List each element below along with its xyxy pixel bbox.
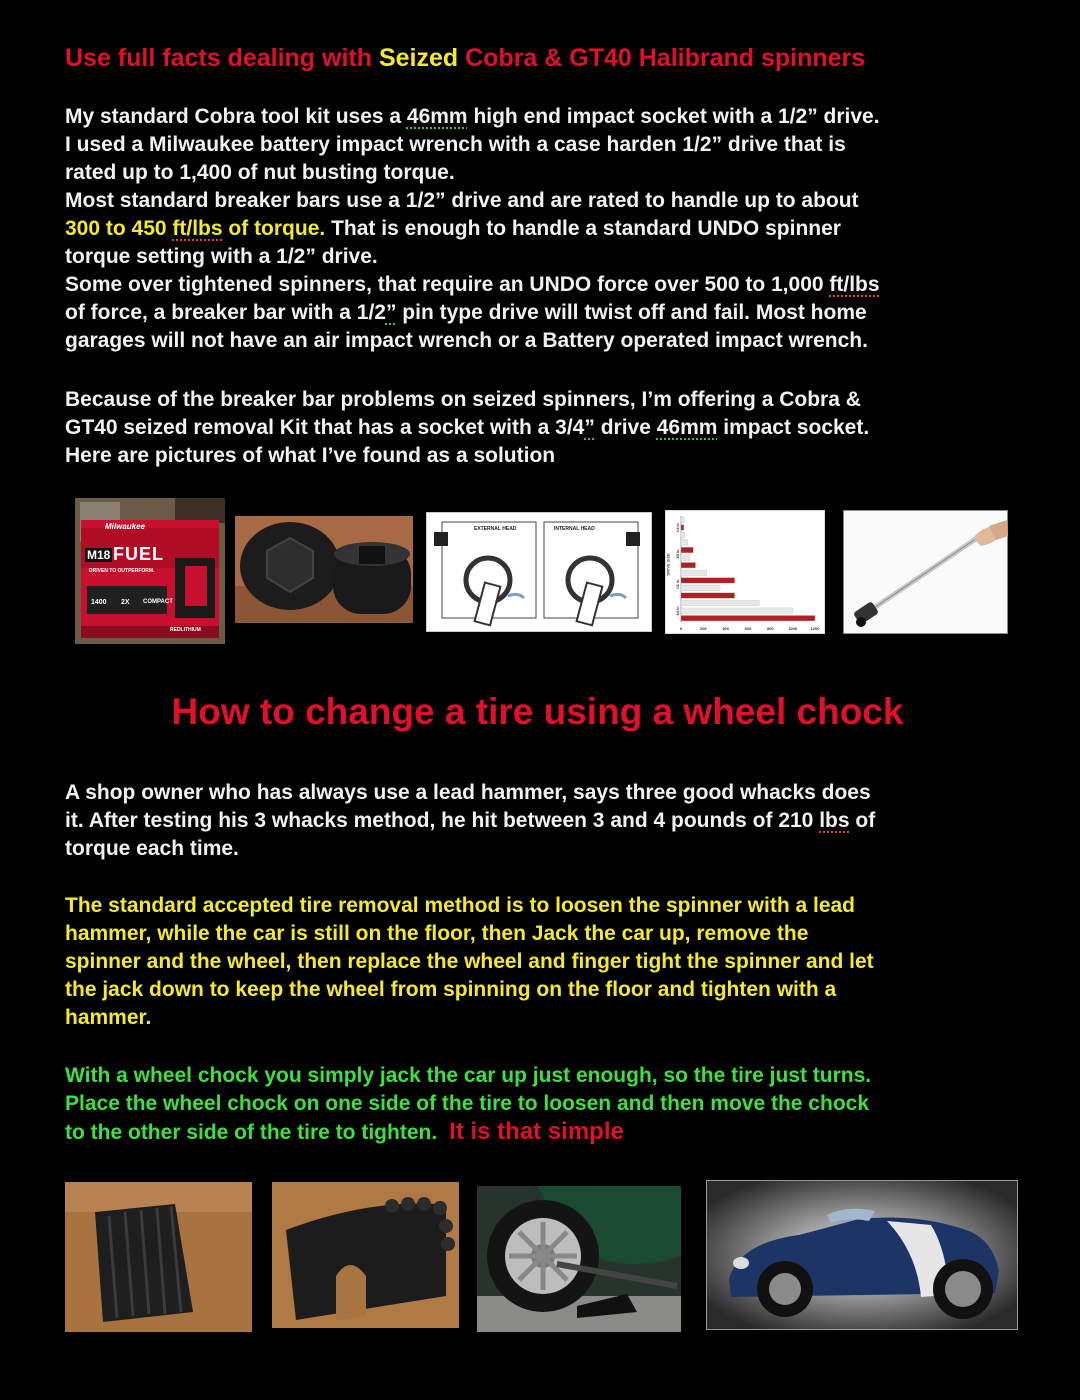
- chart-group-label: 1/4 in.: [676, 522, 680, 533]
- intro-line: 300 to 450 ft/lbs of torque. That is enough to handle a standard UNDO spinner: [65, 217, 841, 240]
- standard-line: spinner and the wheel, then replace the wheel and finger tight the spinner and let: [65, 950, 874, 973]
- chart-x-tick: 1000: [788, 626, 798, 631]
- intro-line: Some over tightened spinners, that require an UNDO force over 500 to 1,000 ft/lbs: [65, 273, 880, 296]
- breaker-bar-photo: [843, 510, 1008, 634]
- shelby-cobra-car-photo: [706, 1180, 1018, 1330]
- intro-line: rated up to 1,400 of nut busting torque.: [65, 161, 455, 184]
- milwaukee-spec2-text: 2X: [121, 599, 130, 606]
- chart-bar: [681, 517, 684, 522]
- wheel-chock-side-photo: [65, 1182, 252, 1332]
- intro-paragraph: [65, 103, 1025, 355]
- heading-seized: Seized: [378, 44, 459, 72]
- chart-bar: [681, 555, 690, 560]
- milwaukee-impact-wrench-photo: [75, 498, 225, 644]
- chart-x-tick: 400: [722, 626, 730, 631]
- chart-axis-title: DRIVE SIZE: [665, 553, 671, 576]
- chart-bar: [681, 593, 735, 598]
- chart-bar: [681, 562, 696, 567]
- chart-bar: [681, 600, 759, 605]
- milwaukee-spec1-text: 1400: [91, 599, 107, 606]
- milwaukee-fuel-text: FUEL: [113, 544, 164, 564]
- chart-bar: [681, 540, 688, 545]
- standard-line: hammer.: [65, 1006, 152, 1029]
- wheel-chock-front-photo: [272, 1182, 459, 1328]
- impact-sockets-photo: [235, 516, 413, 623]
- milwaukee-m18-text: M18: [87, 548, 111, 562]
- chock-line: With a wheel chock you simply jack the car up just enough, so the tire just turns.: [65, 1064, 872, 1087]
- intro-line: I used a Milwaukee battery impact wrench with a case harden 1/2” drive that is: [65, 133, 846, 156]
- chart-x-tick: 800: [766, 626, 774, 631]
- heading-part3: Cobra & GT40 Halibrand spinners: [458, 44, 866, 72]
- heading-part1: Use full facts dealing with: [65, 44, 379, 72]
- page-heading: [65, 42, 1055, 74]
- intro-line: My standard Cobra tool kit uses a 46mm high end impact socket with a 1/2” drive.: [65, 105, 880, 128]
- milwaukee-brand-text: Milwaukee: [105, 522, 146, 531]
- it-is-that-simple: It is that simple: [449, 1118, 624, 1145]
- torque-chart-svg: [665, 510, 825, 634]
- chart-bar: [681, 547, 693, 552]
- chart-bar: [681, 578, 735, 583]
- standard-line: The standard accepted tire removal method is to loosen the spinner with a lead: [65, 894, 856, 917]
- standard-method-paragraph: [65, 892, 1025, 1032]
- chart-bar: [681, 585, 720, 590]
- intro-line: torque setting with a 1/2” drive.: [65, 245, 378, 268]
- offer-line: Here are pictures of what I’ve found as a solution: [65, 444, 556, 467]
- chart-bar: [681, 532, 685, 537]
- chart-bar: [681, 608, 793, 613]
- shop-line: it. After testing his 3 whacks method, he hit between 3 and 4 pounds of 210 lbs of: [65, 809, 876, 832]
- chart-x-tick: 600: [744, 626, 752, 631]
- external-head-label: EXTERNAL HEAD: [474, 526, 517, 532]
- drive-size-torque-chart: [665, 510, 825, 634]
- shop-line: torque each time.: [65, 837, 239, 860]
- intro-line: garages will not have an air impact wrench or a Battery operated impact wrench.: [65, 329, 868, 352]
- intro-line: of force, a breaker bar with a 1/2” pin type drive will twist off and fail. Most home: [65, 301, 867, 324]
- milwaukee-battery-text: REDLITHIUM: [170, 627, 201, 633]
- milwaukee-compact-text: COMPACT: [143, 599, 173, 605]
- standard-line: hammer, while the car is still on the floor, then Jack the car up, remove the: [65, 922, 809, 945]
- intro-line: Most standard breaker bars use a 1/2” drive and are rated to handle up to about: [65, 189, 859, 212]
- shop-paragraph: [65, 779, 1025, 863]
- chart-bar: [681, 615, 815, 620]
- chock-line: to the other side of the tire to tighten. It is that simple: [65, 1118, 624, 1145]
- offer-line: Because of the breaker bar problems on seized spinners, I’m offering a Cobra &: [65, 388, 861, 411]
- chart-group-label: 3/8 in.: [676, 548, 680, 559]
- socket-head-diagram: [426, 512, 652, 632]
- chock-line: Place the wheel chock on one side of the tire to loosen and then move the chock: [65, 1092, 869, 1115]
- chart-bar: [681, 525, 684, 530]
- shop-line: A shop owner who has always use a lead hammer, says three good whacks does: [65, 781, 871, 804]
- chart-bar: [681, 570, 707, 575]
- wheel-chock-in-use-photo: [477, 1186, 681, 1332]
- offer-line: GT40 seized removal Kit that has a socket with a 3/4” drive 46mm impact socket.: [65, 416, 870, 439]
- internal-head-label: INTERNAL HEAD: [554, 526, 595, 532]
- chart-group-label: 1/2 in.: [676, 579, 680, 590]
- wheel-chock-paragraph: [65, 1062, 1025, 1147]
- chart-x-tick: 200: [699, 626, 707, 631]
- milwaukee-tagline-text: DRIVEN TO OUTPERFORM.: [89, 568, 155, 574]
- standard-line: the jack down to keep the wheel from spinning on the floor and tighten with a: [65, 978, 837, 1001]
- chart-x-tick: 1200: [810, 626, 820, 631]
- chart-group-label: 3/4 in.: [676, 605, 680, 616]
- chart-x-tick: 0: [679, 626, 683, 631]
- section2-title: How to change a tire using a wheel chock: [171, 691, 904, 732]
- offer-paragraph: [65, 386, 1025, 470]
